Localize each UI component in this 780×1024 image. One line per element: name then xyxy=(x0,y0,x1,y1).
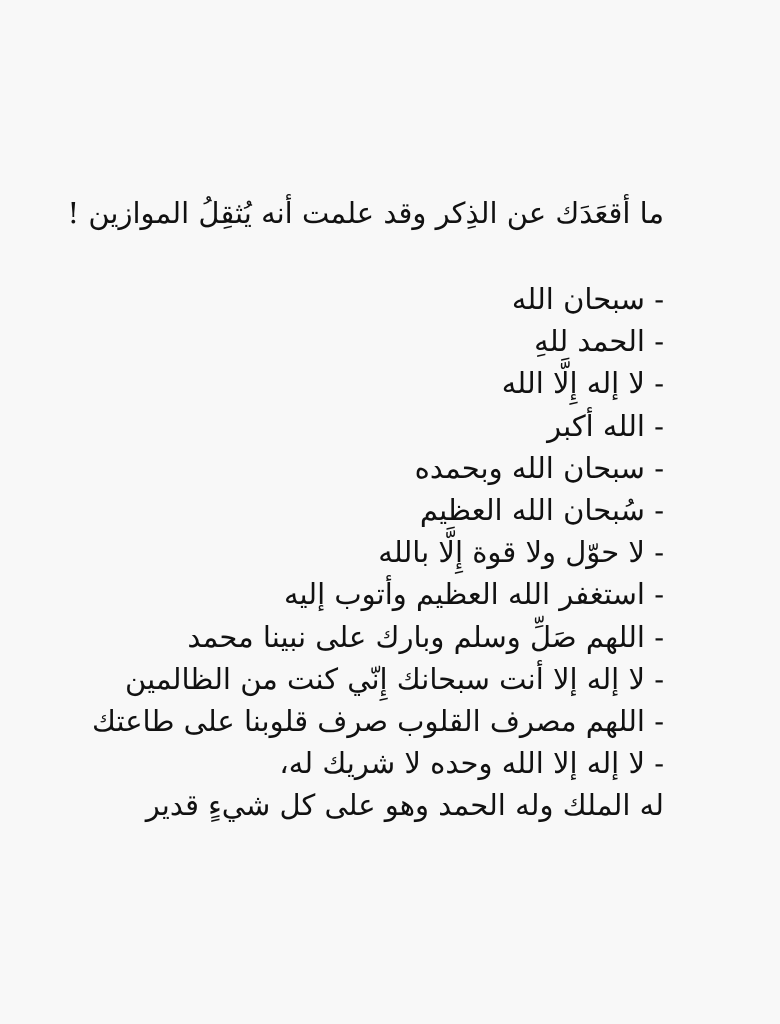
dhikr-item: - الله أكبر xyxy=(547,408,664,443)
dhikr-item: - سُبحان الله العظيم xyxy=(419,493,664,528)
dhikr-item: - الحمد للهِ xyxy=(534,324,664,359)
dhikr-item: - لا إله إلا الله وحده لا شريك له، xyxy=(279,746,664,781)
dhikr-item: - سبحان الله وبحمده xyxy=(414,450,664,485)
dhikr-item: - لا إله إلا أنت سبحانك إِنّي كنت من الظالمين xyxy=(125,661,664,696)
dhikr-item: - لا إله إِلَّا الله xyxy=(501,366,664,401)
dhikr-item: - سبحان الله xyxy=(511,282,664,316)
document-body xyxy=(64,190,664,827)
dhikr-item: - اللهم صَلِّ وسلم وبارك على نبينا محمد xyxy=(187,619,664,654)
dhikr-item: - اللهم مصرف القلوب صرف قلوبنا على طاعتك xyxy=(92,704,664,739)
document-title: ما أقعَدَك عن الذِكر وقد علمت أنه يُثقِلُ الموازين ! xyxy=(67,196,664,230)
dhikr-item: - لا حوّل ولا قوة إِلَّا بالله xyxy=(378,535,664,570)
dhikr-item: - استغفر الله العظيم وأتوب إليه xyxy=(283,577,664,612)
dhikr-continuation: له الملك وله الحمد وهو على كل شيءٍ قدير xyxy=(145,788,664,823)
dhikr-list xyxy=(64,278,664,784)
